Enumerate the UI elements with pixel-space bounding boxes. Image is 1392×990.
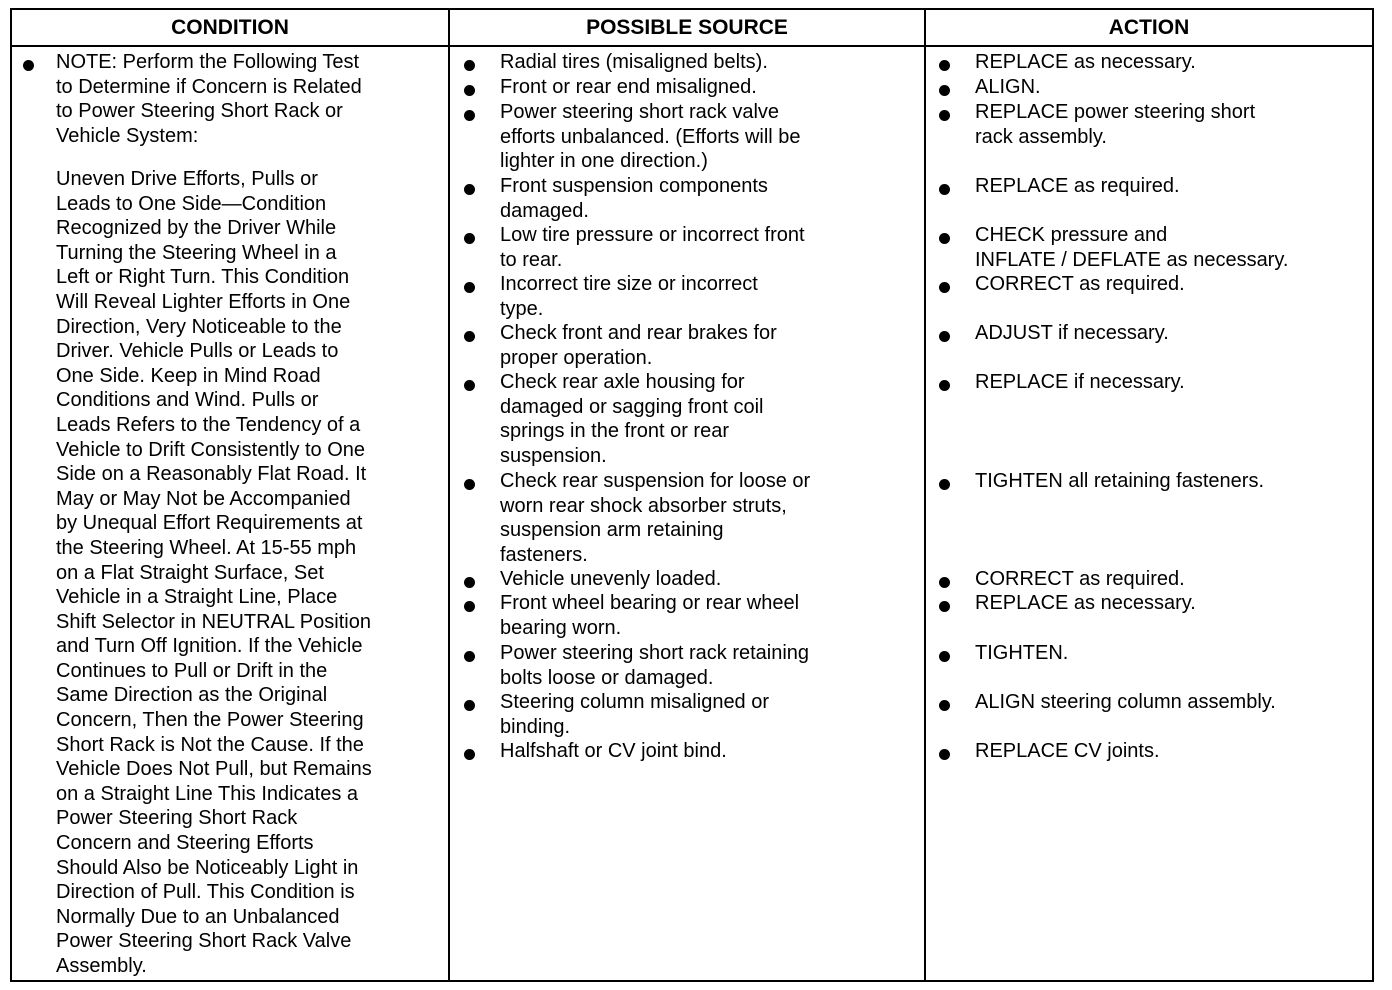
header-possible-source: POSSIBLE SOURCE xyxy=(586,16,788,39)
action-item-14: REPLACE CV joints. xyxy=(975,740,1160,762)
bullet-icon xyxy=(939,577,950,588)
action-item-5: CHECK pressure and INFLATE / DEFLATE as necessary. xyxy=(975,224,1289,271)
column-divider xyxy=(924,10,926,980)
bullet-icon xyxy=(464,110,475,121)
action-item-7: ADJUST if necessary. xyxy=(975,322,1169,344)
bullet-icon xyxy=(23,60,34,71)
bullet-icon xyxy=(464,700,475,711)
bullet-icon xyxy=(464,331,475,342)
bullet-icon xyxy=(939,233,950,244)
header-divider xyxy=(12,45,1372,47)
bullet-icon xyxy=(939,184,950,195)
possible-source-item-4: Front suspension components damaged. xyxy=(500,175,768,222)
possible-source-item-6: Incorrect tire size or incorrect type. xyxy=(500,273,758,320)
column-divider xyxy=(448,10,450,980)
possible-source-item-9: Check rear suspension for loose or worn rear shock absorber struts, suspension arm retaining fasteners. xyxy=(500,470,811,566)
possible-source-item-3: Power steering short rack valve efforts unbalanced. (Efforts will be lighter in one direction.) xyxy=(500,101,801,173)
action-item-9: TIGHTEN all retaining fasteners. xyxy=(975,470,1264,492)
action-item-6: CORRECT as required. xyxy=(975,273,1185,295)
possible-source-item-11: Front wheel bearing or rear wheel bearing worn. xyxy=(500,592,800,639)
possible-source-item-2: Front or rear end misaligned. xyxy=(500,76,757,98)
action-item-8: REPLACE if necessary. xyxy=(975,371,1185,393)
action-item-13: ALIGN steering column assembly. xyxy=(975,691,1276,713)
bullet-icon xyxy=(939,331,950,342)
bullet-icon xyxy=(939,479,950,490)
bullet-icon xyxy=(939,282,950,293)
possible-source-item-14: Halfshaft or CV joint bind. xyxy=(500,740,727,762)
condition-description: Uneven Drive Efforts, Pulls or Leads to One Side—Condition Recognized by the Driver While Turning the Steering Wheel in a Left or Right Turn. This Condition Will Reveal Lighter Efforts in One Direction, Very Noticeable to the Driver. Vehicle Pulls or Leads to One Side. Keep in Mind Road Conditions and Wind. Pulls or Leads Refers to the Tendency of a Vehicle to Drift Consistently to One Side on a Reasonably Flat Road. It May or May Not be Accompanied by Unequal Effort Requirements at the Steering Wheel. At 15-55 mph on a Flat Straight Surface, Set Vehicle in a Straight Line, Place Shift Selector in NEUTRAL Position and Turn Off Ignition. If the Vehicle Continues to Pull or Drift in the Same Direction as the Original Concern, Then the Power Steering Short Rack is Not the Cause. If the Vehicle Does Not Pull, but Remains on a Straight Line This Indicates a Power Steering Short Rack Concern and Steering Efforts Should Also be Noticeably Light in Direction of Pull. This Condition is Normally Due to an Unbalanced Power Steering Short Rack Valve Assembly. xyxy=(56,168,372,977)
action-item-4: REPLACE as required. xyxy=(975,175,1180,197)
condition-note: NOTE: Perform the Following Test to Determine if Concern is Related to Power Steering Short Rack or Vehicle System: xyxy=(56,51,362,147)
header-condition: CONDITION xyxy=(171,16,289,39)
possible-source-item-10: Vehicle unevenly loaded. xyxy=(500,568,722,590)
bullet-icon xyxy=(939,651,950,662)
bullet-icon xyxy=(464,60,475,71)
possible-source-item-5: Low tire pressure or incorrect front to rear. xyxy=(500,224,805,271)
bullet-icon xyxy=(464,577,475,588)
bullet-icon xyxy=(464,749,475,760)
bullet-icon xyxy=(939,380,950,391)
bullet-icon xyxy=(939,60,950,71)
bullet-icon xyxy=(464,601,475,612)
action-item-11: REPLACE as necessary. xyxy=(975,592,1196,614)
action-item-1: REPLACE as necessary. xyxy=(975,51,1196,73)
action-item-3: REPLACE power steering short rack assembly. xyxy=(975,101,1256,148)
bullet-icon xyxy=(464,479,475,490)
possible-source-item-7: Check front and rear brakes for proper operation. xyxy=(500,322,777,369)
bullet-icon xyxy=(464,282,475,293)
action-item-2: ALIGN. xyxy=(975,76,1041,98)
bullet-icon xyxy=(939,85,950,96)
bullet-icon xyxy=(464,233,475,244)
possible-source-item-8: Check rear axle housing for damaged or sagging front coil springs in the front or rear suspension. xyxy=(500,371,764,467)
header-action: ACTION xyxy=(1108,16,1190,39)
action-item-10: CORRECT as required. xyxy=(975,568,1185,590)
bullet-icon xyxy=(464,380,475,391)
bullet-icon xyxy=(939,749,950,760)
possible-source-item-1: Radial tires (misaligned belts). xyxy=(500,51,768,73)
bullet-icon xyxy=(939,700,950,711)
possible-source-item-13: Steering column misaligned or binding. xyxy=(500,691,770,738)
bullet-icon xyxy=(464,651,475,662)
diagnosis-table xyxy=(10,8,1374,982)
bullet-icon xyxy=(464,85,475,96)
action-item-12: TIGHTEN. xyxy=(975,642,1069,664)
bullet-icon xyxy=(464,184,475,195)
bullet-icon xyxy=(939,110,950,121)
bullet-icon xyxy=(939,601,950,612)
possible-source-item-12: Power steering short rack retaining bolts loose or damaged. xyxy=(500,642,810,689)
